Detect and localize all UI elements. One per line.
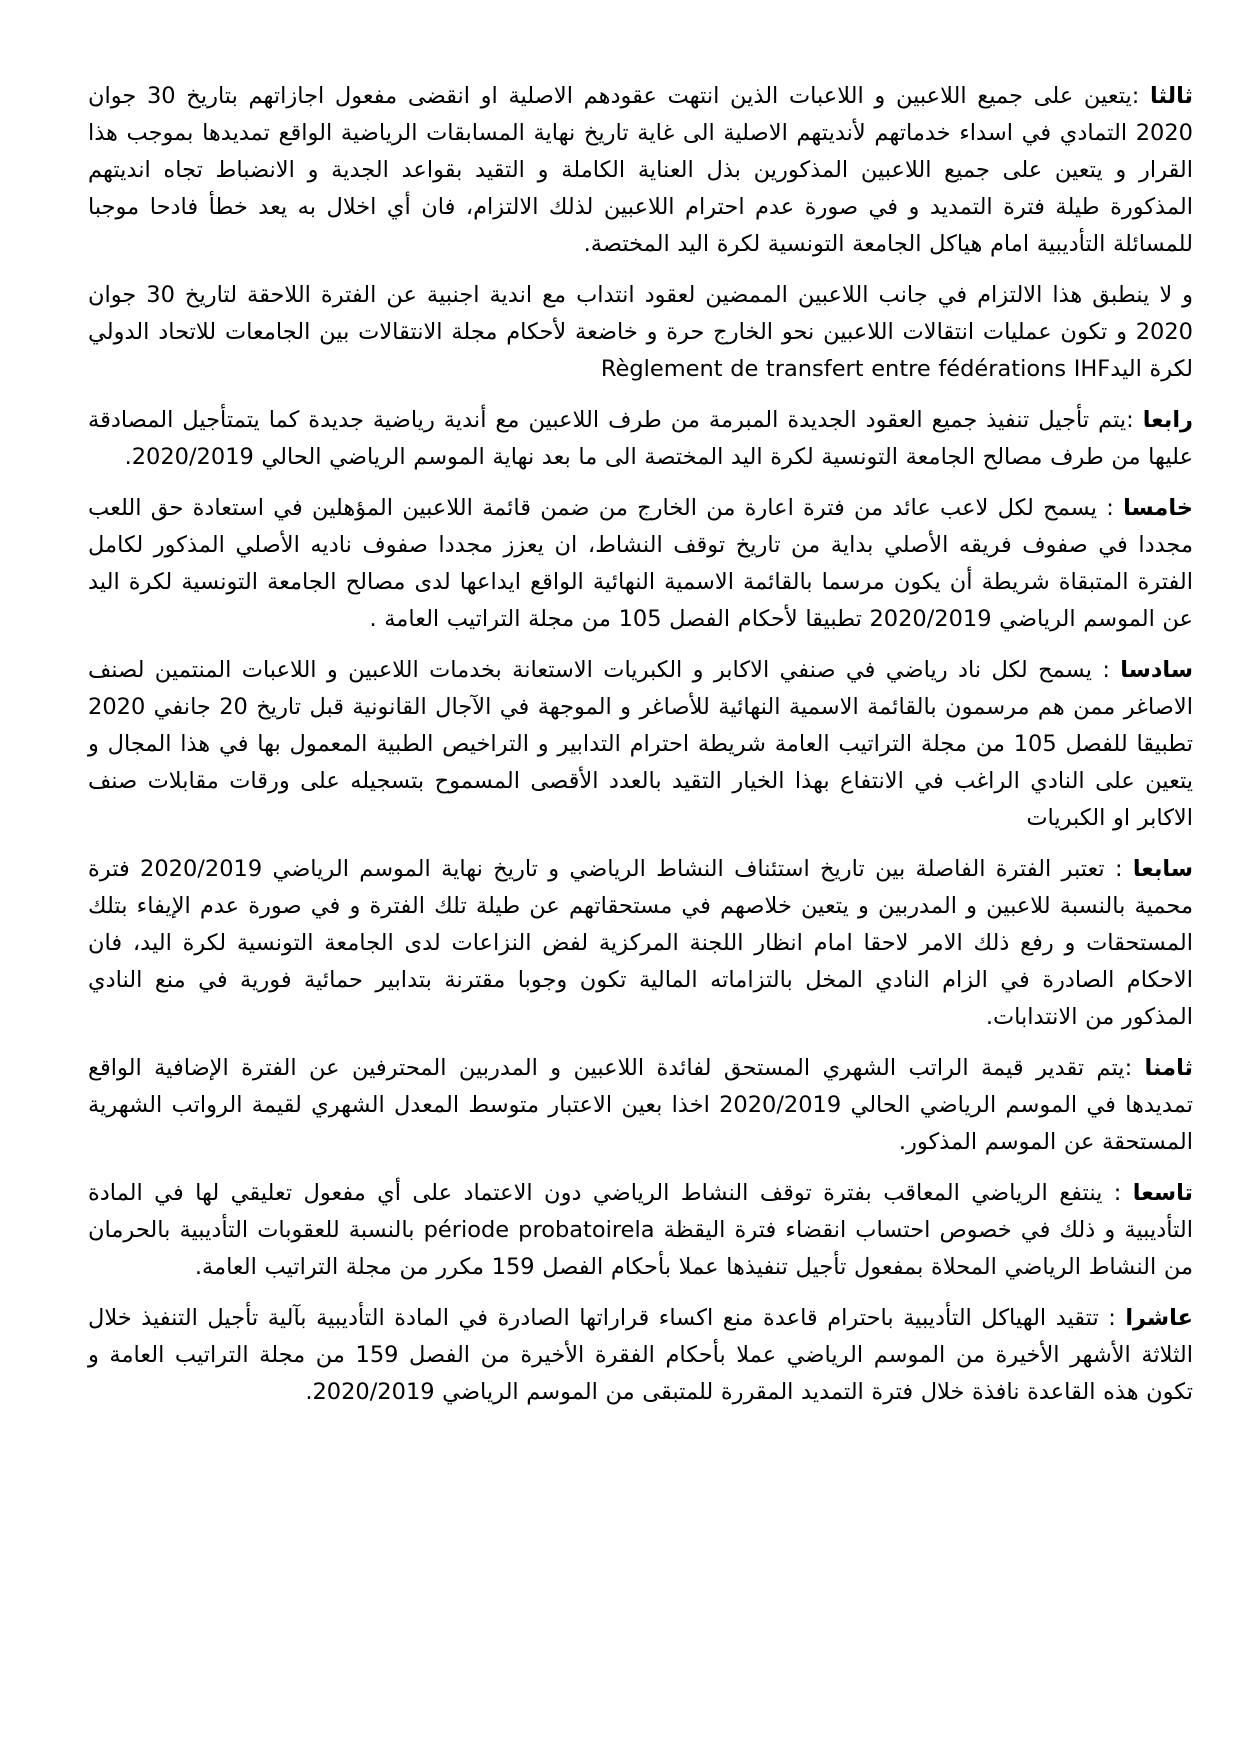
clause-seventh-lead: سابعا <box>1132 856 1193 882</box>
clause-foreign-transfer-note <box>88 277 1193 388</box>
clause-tenth-separator: : <box>1098 1305 1126 1331</box>
clause-third-lead: ثالثا <box>1150 83 1193 109</box>
clause-eighth-text: يتم تقدير قيمة الراتب الشهري المستحق لفائدة اللاعبين و المدربين المحترفين عن الفترة الإضافية الواقع تمديدها في الموسم الرياضي الحالي 2020/2019 اخذا بعين الاعتبار متوسط المعدل الشهري لقيمة الرواتب الشهرية المستحقة عن الموسم المذكور. <box>88 1055 1193 1155</box>
clause-sixth <box>88 652 1193 837</box>
clause-seventh-text: تعتبر الفترة الفاصلة بين تاريخ استئناف النشاط الرياضي و تاريخ نهاية الموسم الرياضي 2020/2019 فترة محمية بالنسبة للاعبين و المدربين و يتعين خلاصهم في مستحقاتهم عن طيلة تلك الفترة و في صورة عدم الإيفاء بتلك المستحقات و رفع ذلك الامر لاحقا امام انظار اللجنة المركزية لفض النزاعات لدى الجامعة التونسية لكرة اليد، فان الاحكام الصادرة في الزام النادي المخل بالتزاماته المالية تكون وجوبا مقترنة بتدابير حمائية فورية في منع النادي المذكور من الانتدابات. <box>88 856 1193 1030</box>
clause-eighth-separator: : <box>1124 1055 1145 1081</box>
clause-tenth-text: تتقيد الهياكل التأديبية باحترام قاعدة منع اكساء قراراتها الصادرة في المادة التأديبية بآلية تأجيل التنفيذ خلال الثلاثة الأشهر الأخيرة من الموسم الرياضي عملا بأحكام الفقرة الأخيرة من الفصل 159 من مجلة التراتيب العامة و تكون هذه القاعدة نافذة خلال فترة التمديد المقررة للمتبقى من الموسم الرياضي 2020/2019. <box>88 1305 1193 1405</box>
clause-fifth-separator: : <box>1097 495 1124 521</box>
clause-eighth <box>88 1050 1193 1161</box>
clause-tenth <box>88 1300 1193 1411</box>
clause-fifth-lead: خامسا <box>1123 495 1194 521</box>
clause-seventh-separator: : <box>1104 856 1133 882</box>
clause-ninth <box>88 1175 1193 1286</box>
clause-ninth-separator: : <box>1102 1180 1133 1206</box>
clause-sixth-text: يسمح لكل ناد رياضي في صنفي الاكابر و الكبريات الاستعانة بخدمات اللاعبين و اللاعبات المنتمين لصنف الاصاغر ممن هم مرسمون بالقائمة الاسمية النهائية للأصاغر و الموجهة في الآجال القانونية قبل تاريخ 20 جانفي 2020 تطبيقا للفصل 105 من مجلة التراتيب العامة شريطة احترام التدابير و التراخيص الطبية المعمول بها في هذا المجال و يتعين على النادي الراغب في الانتفاع بهذا الخيار التقيد بالعدد الأقصى المسموح بتسجيله على ورقات مقابلات صنف الاكابر او الكبريات <box>88 657 1193 831</box>
clause-third-text: يتعين على جميع اللاعبين و اللاعبات الذين انتهت عقودهم الاصلية او انقضى مفعول اجازاتهم بتاريخ 30 جوان 2020 التمادي في اسداء خدماتهم لأنديتهم الاصلية الى غاية تاريخ نهاية المسابقات الرياضية الواقع تمديدها بموجب هذا القرار و يتعين على جميع اللاعبين المذكورين بذل العناية الكاملة و التقيد بقواعد الجدية و الانضباط تجاه انديتهم المذكورة طيلة فترة التمديد و في صورة عدم احترام اللاعبين لذلك الالتزام، فان أي اخلال به يعد خطأ فادحا موجبا للمسائلة التأديبية امام هياكل الجامعة التونسية لكرة اليد المختصة. <box>88 83 1193 257</box>
clause-fourth-separator: : <box>1126 407 1143 433</box>
clause-eighth-lead: ثامنا <box>1144 1055 1194 1081</box>
clause-fourth-text: يتم تأجيل تنفيذ جميع العقود الجديدة المبرمة من طرف اللاعبين مع أندية رياضية جديدة كما يتمتأجيل المصادقة عليها من طرف مصالح الجامعة التونسية لكرة اليد المختصة الى ما بعد نهاية الموسم الرياضي الحالي 2020/2019. <box>88 407 1193 470</box>
clause-ninth-text: ينتفع الرياضي المعاقب بفترة توقف النشاط الرياضي دون الاعتماد على أي مفعول تعليقي لها في المادة التأديبية و ذلك في خصوص احتساب انقضاء فترة اليقظة période probatoirela بالنسبة للعقوبات التأديبية بالحرمان من النشاط الرياضي المحلاة بمفعول تأجيل تنفيذها عملا بأحكام الفصل 159 مكرر من مجلة التراتيب العامة. <box>88 1180 1193 1280</box>
clause-sixth-separator: : <box>1092 657 1121 683</box>
clause-sixth-lead: سادسا <box>1120 657 1193 683</box>
clause-third <box>88 78 1193 263</box>
clause-seventh <box>88 851 1193 1036</box>
clause-fourth-lead: رابعا <box>1142 407 1193 433</box>
clause-fifth <box>88 490 1193 638</box>
clause-fourth <box>88 402 1193 476</box>
clause-ninth-lead: تاسعا <box>1132 1180 1193 1206</box>
clause-third-separator: : <box>1131 83 1151 109</box>
clause-fifth-text: يسمح لكل لاعب عائد من فترة اعارة من الخارج من ضمن قائمة اللاعبين المؤهلين في استعادة حق اللعب مجددا في صفوف فريقه الأصلي بداية من تاريخ توقف النشاط، ان يعزز مجددا صفوف ناديه الأصلي المذكور لكامل الفترة المتبقاة شريطة أن يكون مرسما بالقائمة الاسمية النهائية الواقع ايداعها لدى مصالح الجامعة التونسية لكرة اليد عن الموسم الرياضي 2020/2019 تطبيقا لأحكام الفصل 105 من مجلة التراتيب العامة . <box>88 495 1193 632</box>
clause-foreign-transfer-note-text: و لا ينطبق هذا الالتزام في جانب اللاعبين الممضين لعقود انتداب مع اندية اجنبية عن الفترة اللاحقة لتاريخ 30 جوان 2020 و تكون عمليات انتقالات اللاعبين نحو الخارج حرة و خاضعة لأحكام مجلة الانتقالات بين الجامعات للاتحاد الدولي لكرة اليدRèglement de transfert entre fédérations IHF <box>88 282 1193 382</box>
clause-tenth-lead: عاشرا <box>1125 1305 1193 1331</box>
